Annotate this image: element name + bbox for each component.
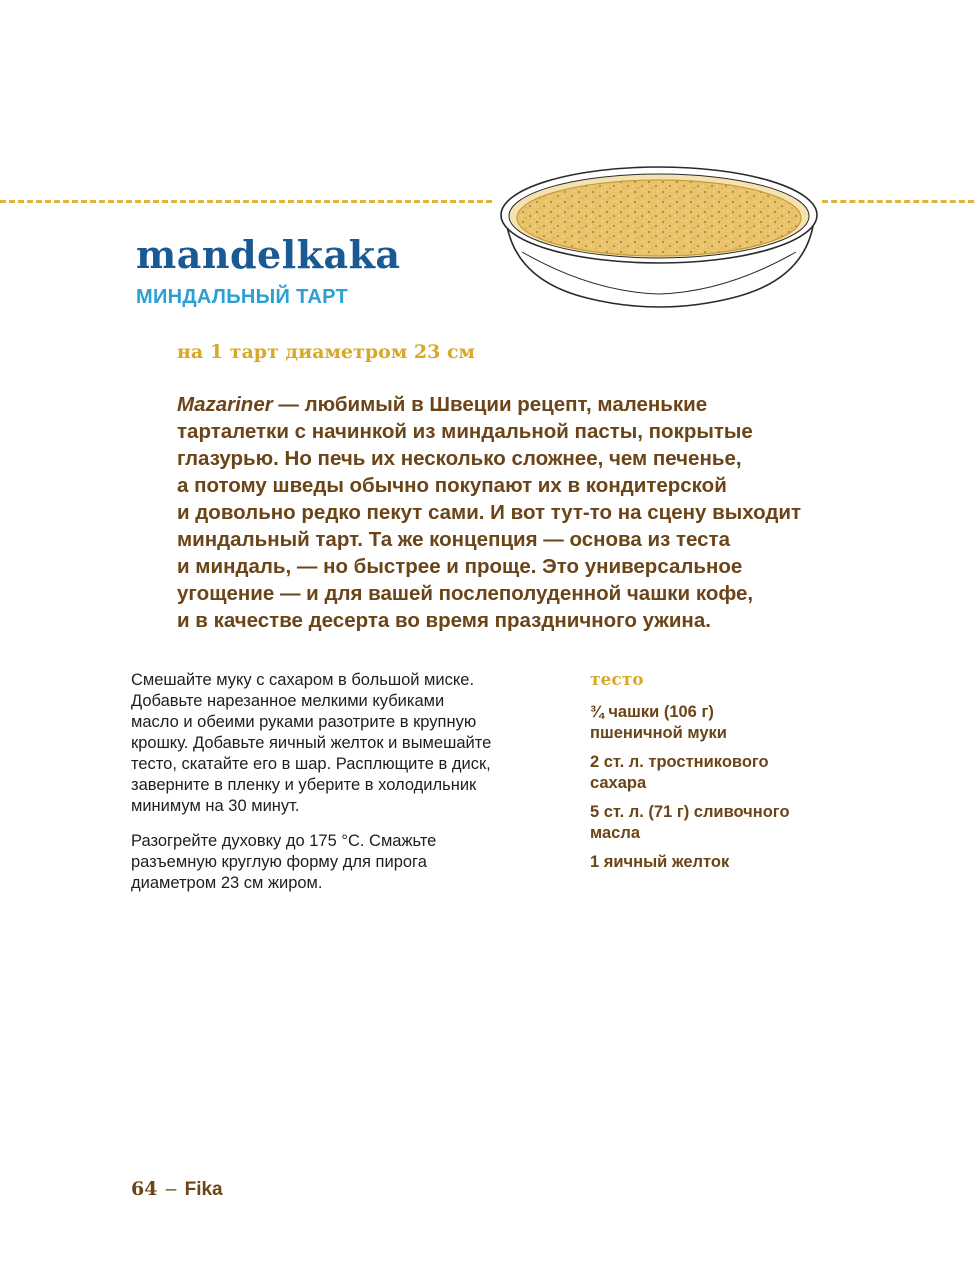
intro-line: и довольно редко пекут сами. И вот тут-то на сцену выходит [177,501,802,524]
method-line: минимум на 30 минут. [131,797,300,815]
ingredient-line: сахара [590,774,647,792]
intro-line [177,391,857,418]
intro-line: и в качестве десерта во время праздничного ужина. [177,609,711,632]
decorative-dashed-line-right [822,200,974,203]
recipe-subtitle: МИНДАЛЬНЫЙ ТАРТ [136,286,348,308]
method-line: заверните в пленку и уберите в холодильник [131,776,477,794]
method-step [131,670,561,817]
method-line: диаметром 23 см жиром. [131,874,323,892]
method-line: разъемную круглую форму для пирога [131,853,427,871]
ingredient-line: 2 ст. л. тростникового [590,753,769,771]
method-line: тесто, скатайте его в шар. Расплющите в диск, [131,755,491,773]
ingredient-line: 5 ст. л. (71 г) сливочного [590,803,790,821]
intro-line-text: — любимый в Швеции рецепт, маленькие [272,393,708,416]
page-number: 64 [131,1178,158,1200]
ingredient-line: масла [590,824,640,842]
method-line: Смешайте муку с сахаром в большой миске. [131,671,475,689]
intro-italic-term: Mazariner [177,393,273,416]
ingredient-line: пшеничной муки [590,724,727,742]
method-line: Добавьте нарезанное мелкими кубиками [131,692,445,710]
book-title: Fika [184,1179,223,1200]
footer-separator: – [165,1179,177,1200]
ingredient-item [590,802,890,844]
method-column [131,670,561,908]
method-line: крошку. Добавьте яичный желток и вымешайте [131,734,492,752]
ingredients-heading: тесто [590,670,644,690]
ingredient-item [590,752,890,794]
method-line: Разогрейте духовку до 175 °С. Смажьте [131,832,437,850]
ingredient-item [590,852,890,873]
ingredients-column [590,668,890,881]
intro-line: глазурью. Но печь их несколько сложнее, чем печенье, [177,447,742,470]
intro-line: а потому шведы обычно покупают их в кондитерской [177,474,727,497]
intro-line: тарталетки с начинкой из миндальной пасты, покрытые [177,420,753,443]
ingredient-item [590,702,890,744]
tart-illustration-icon [492,160,826,318]
method-line: масло и обеими руками разотрите в крупную [131,713,477,731]
method-step [131,831,561,894]
intro-line: миндальный тарт. Та же концепция — основа из теста [177,528,730,551]
intro-line: угощение — и для вашей послеполуденной чашки кофе, [177,582,754,605]
recipe-yield: на 1 тарт диаметром 23 см [177,341,476,363]
ingredient-line: ¾ чашки (106 г) [590,703,714,721]
decorative-dashed-line-left [0,200,492,203]
recipe-title: mandelkaka [136,232,401,277]
intro-line: и миндаль, — но быстрее и проще. Это универсальное [177,555,743,578]
intro-paragraph [177,391,857,634]
ingredient-line: 1 яичный желток [590,853,730,871]
page-footer [131,1176,223,1203]
